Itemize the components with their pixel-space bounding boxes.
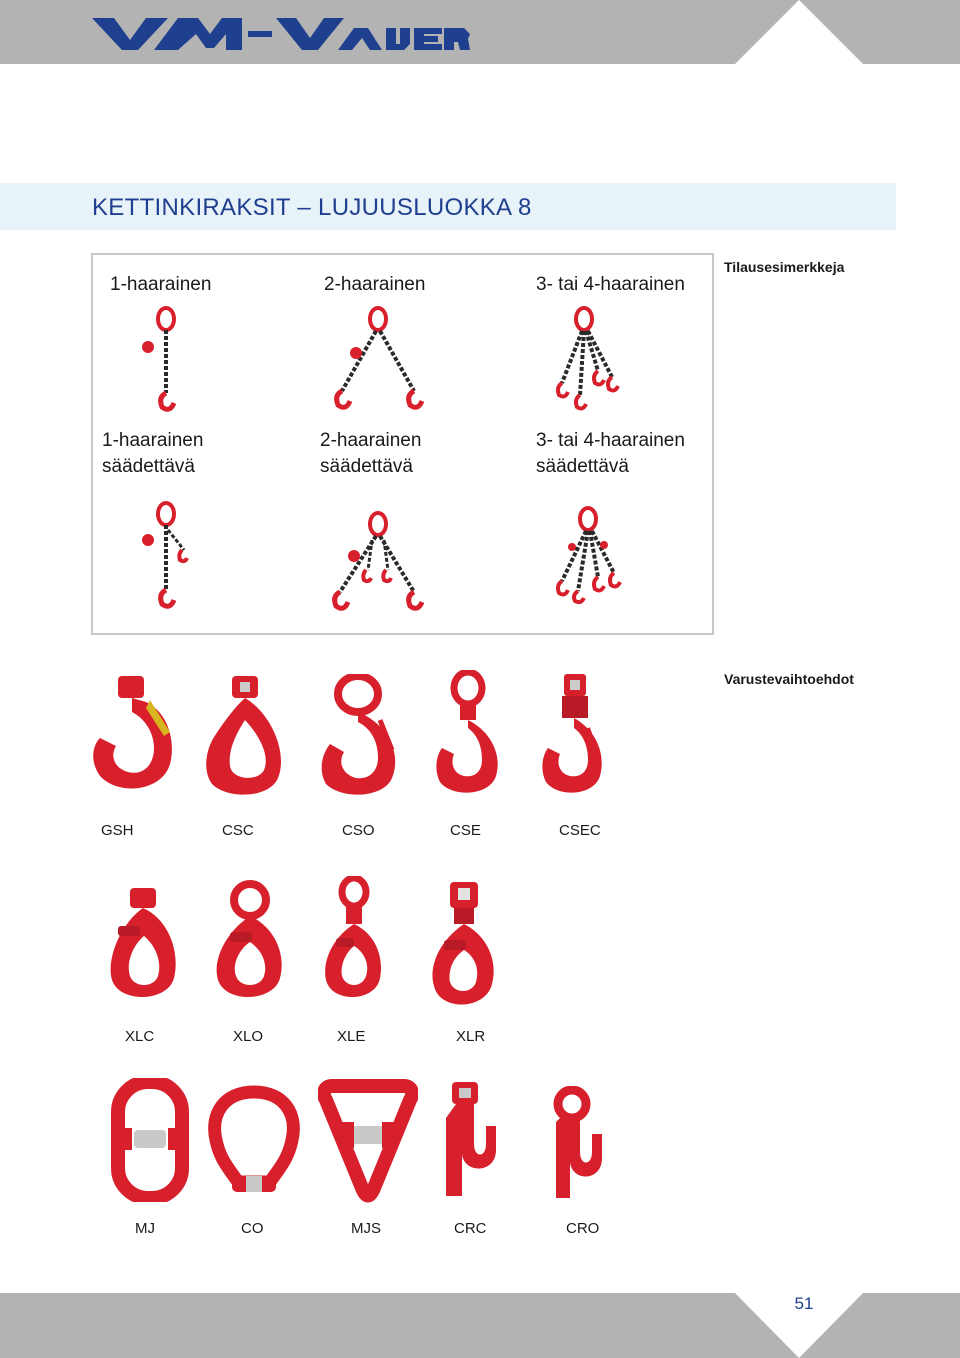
header-bar-right <box>863 0 960 64</box>
code-mj: MJ <box>135 1220 155 1237</box>
code-xlo: XLO <box>233 1028 264 1045</box>
hook-csc-image <box>202 674 288 800</box>
page-number: 51 <box>794 1294 814 1313</box>
connector-cro-image <box>550 1086 608 1204</box>
connector-mj-image <box>104 1078 196 1202</box>
code-cse: CSE <box>450 822 481 839</box>
sling-label-1leg-adj: 1-haarainen säädettävä <box>102 430 204 477</box>
code-cso: CSO <box>342 822 375 839</box>
sling-label-1leg: 1-haarainen <box>110 274 212 295</box>
code-xlc: XLC <box>125 1028 155 1045</box>
sling-label-2leg-adj: 2-haarainen säädettävä <box>320 430 422 477</box>
connector-co-image <box>208 1084 300 1204</box>
hook-xlc-image <box>106 884 182 1008</box>
sling-34leg-adj-image <box>548 505 628 605</box>
code-cro: CRO <box>566 1220 600 1237</box>
header-notch <box>735 0 863 64</box>
connector-mjs-image <box>318 1078 418 1204</box>
code-xlr: XLR <box>456 1028 486 1045</box>
hook-csec-image <box>540 672 608 800</box>
code-mjs: MJS <box>351 1220 381 1237</box>
connector-crc-image <box>438 1078 498 1204</box>
hook-xle-image <box>322 876 386 1008</box>
sling-2leg-adj-image <box>318 500 438 615</box>
hook-cse-image <box>434 670 504 800</box>
sling-label-2leg: 2-haarainen <box>324 274 426 295</box>
hook-xlo-image <box>212 880 288 1008</box>
code-csc: CSC <box>222 822 254 839</box>
sling-label-34leg: 3- tai 4-haarainen <box>536 274 685 295</box>
hook-xlr-image <box>428 878 500 1018</box>
code-crc: CRC <box>454 1220 487 1237</box>
sling-2leg-image <box>318 305 438 415</box>
accessory-options-label: Varustevaihtoehdot <box>724 671 854 687</box>
sling-1leg-image <box>130 305 210 415</box>
code-co: CO <box>241 1220 264 1237</box>
brand-logo <box>92 14 472 54</box>
code-csec: CSEC <box>559 822 601 839</box>
order-examples-label: Tilausesimerkkeja <box>724 259 845 275</box>
sling-label-34leg-adj: 3- tai 4-haarainen säädettävä <box>536 430 685 477</box>
page-title: KETTINKIRAKSIT – LUJUUSLUOKKA 8 <box>92 194 532 221</box>
hook-gsh-image <box>88 672 184 800</box>
hook-cso-image <box>318 674 402 800</box>
code-gsh: GSH <box>101 822 134 839</box>
sling-34leg-image <box>548 305 628 415</box>
code-xle: XLE <box>337 1028 366 1045</box>
sling-1leg-adj-image <box>130 500 210 612</box>
